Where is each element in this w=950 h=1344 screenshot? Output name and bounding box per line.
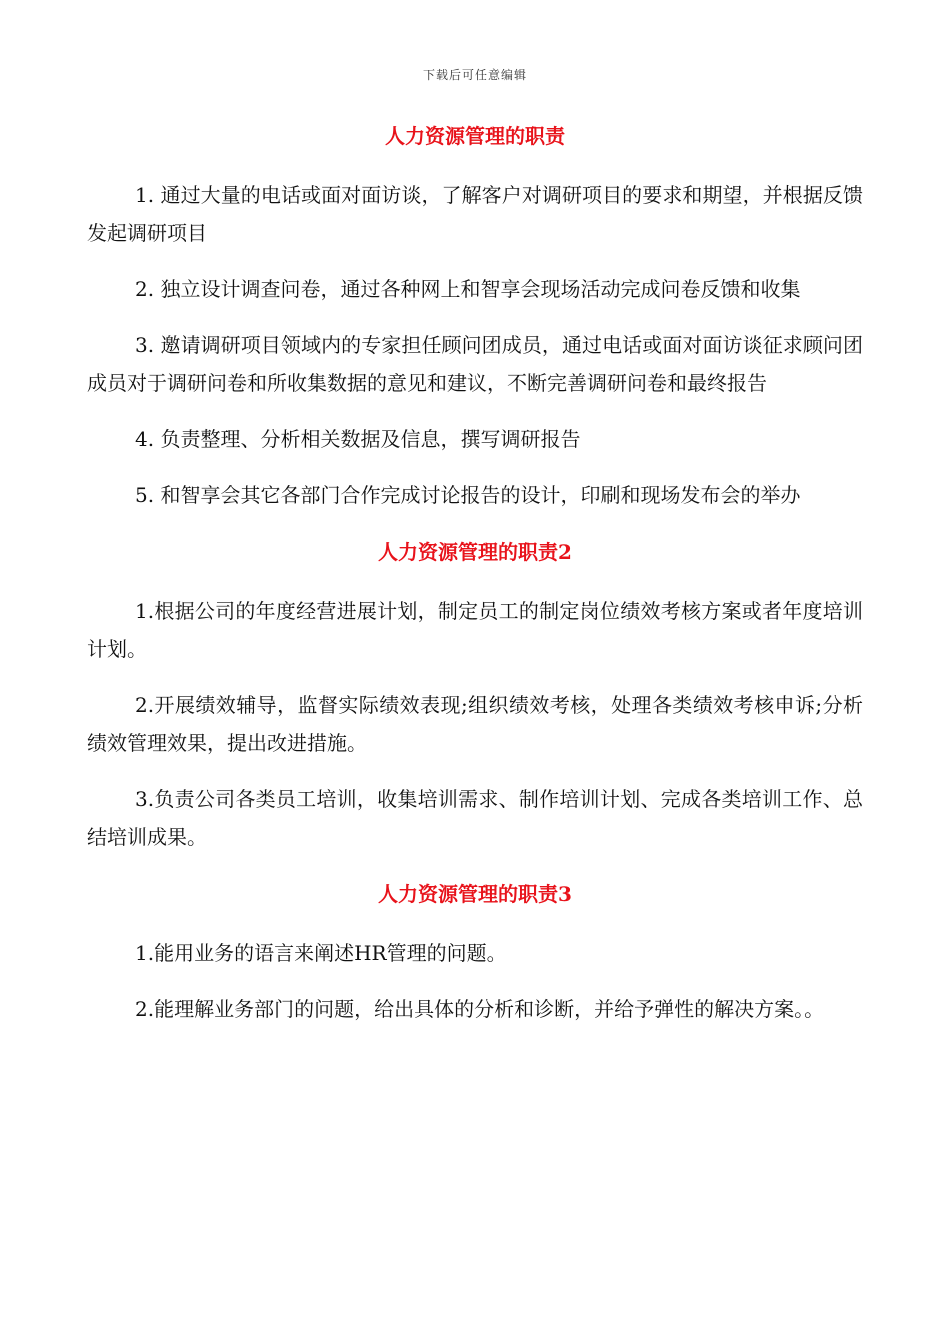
section-title-2: 人力资源管理的职责2 xyxy=(378,540,572,564)
section-title-3: 人力资源管理的职责3 xyxy=(378,882,572,906)
section-2-item-3: 3.负责公司各类员工培训，收集培训需求、制作培训计划、完成各类培训工作、总结培训成果。 xyxy=(87,787,863,849)
header-note: 下载后可任意编辑 xyxy=(422,68,527,82)
section-2-item-1: 1.根据公司的年度经营进展计划，制定员工的制定岗位绩效考核方案或者年度培训计划。 xyxy=(87,599,863,661)
section-title-1: 人力资源管理的职责 xyxy=(385,124,565,148)
section-1-item-1: 1. 通过大量的电话或面对面访谈，了解客户对调研项目的要求和期望，并根据反馈发起调研项目 xyxy=(87,183,863,245)
section-3-item-2: 2.能理解业务部门的问题，给出具体的分析和诊断，并给予弹性的解决方案。。 xyxy=(135,997,825,1021)
section-1-item-2: 2. 独立设计调查问卷，通过各种网上和智享会现场活动完成问卷反馈和收集 xyxy=(135,277,801,301)
section-1-item-5: 5. 和智享会其它各部门合作完成讨论报告的设计，印刷和现场发布会的举办 xyxy=(135,483,801,507)
section-3-item-1: 1.能用业务的语言来阐述HR管理的问题。 xyxy=(135,941,507,965)
section-1-item-3: 3. 邀请调研项目领域内的专家担任顾问团成员，通过电话或面对面访谈征求顾问团成员对于调研问卷和所收集数据的意见和建议，不断完善调研问卷和最终报告 xyxy=(87,333,863,395)
section-1-item-4: 4. 负责整理、分析相关数据及信息，撰写调研报告 xyxy=(135,427,581,451)
section-2-item-2: 2.开展绩效辅导，监督实际绩效表现;组织绩效考核，处理各类绩效考核申诉;分析绩效管理效果，提出改进措施。 xyxy=(87,693,863,755)
document-body xyxy=(87,116,863,1028)
